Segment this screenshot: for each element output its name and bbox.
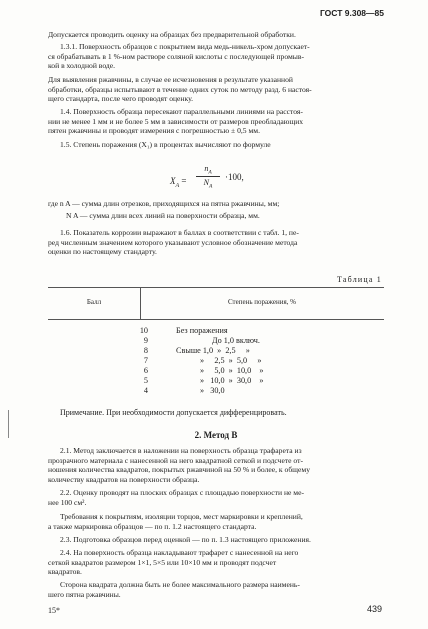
formula-numerator-symbol: n [204, 164, 209, 173]
text-line: Для выявления ржавчины, в случае ее исчезновения в результате указанной [48, 75, 293, 84]
text-line: нее 100 см². [48, 497, 87, 507]
para-16 [48, 228, 384, 257]
table-header-rule [48, 319, 384, 320]
section-title: 2. Метод В [194, 430, 238, 440]
definition-nA: где n A — сумма длин отрезков, приходящихся на пятна ржавчины, мм; [48, 199, 280, 208]
formula-lhs: $X_A$ = [170, 176, 187, 189]
table-cell-degree: Свыше 1,0 » 2,5 » [176, 346, 250, 355]
definition-NA: N A — сумма длин всех линий на поверхности образца, мм. [66, 210, 260, 220]
text-line: щего стандарта, после чего проводят оценку. [48, 94, 194, 104]
text-line: кой в холодной воде. [48, 61, 116, 71]
text-line: обработки, образцы испытывают в течение одних суток по методу разд. 6 настоя- [48, 84, 312, 94]
table-cell-ball: 6 [143, 366, 148, 375]
margin-mark [8, 410, 9, 438]
text-line: 1.3.1. Поверхность образцов с покрытием вида медь-никель-хром допускает- [60, 42, 310, 51]
table-top-rule [48, 287, 384, 288]
text-line: ред численным значением которого указывают условное обозначение метода [48, 237, 298, 247]
table-header-ball: Балл [86, 298, 102, 306]
text-line: 2.4. На поверхность образца накладывают трафарет с нанесенной на него [60, 548, 299, 557]
table-cell-ball: 8 [143, 346, 148, 355]
formula-multiplier: ·100, [225, 172, 244, 182]
table-cell-degree: » 30,0 [200, 386, 225, 395]
table-cell-degree: До 1,0 включ. [212, 336, 260, 345]
text-line: количеству квадратов на поверхности образца. [48, 474, 200, 484]
para-21 [48, 446, 384, 484]
text-line: Допускается проводить оценку на образцах без предварительной обработки. [48, 30, 296, 39]
text-line: 1.5. Степень поражения (X₁) в процентах вычисляют по формуле [60, 140, 271, 149]
para-23 [48, 535, 384, 545]
formula-denominator-symbol: N [203, 178, 209, 187]
text-line: ношения количества квадратов, покрытых ржавчиной на 50 % и более, к общему [48, 465, 310, 475]
text-line: 1.4. Поверхность образца пересекают параллельными линиями на расстоя- [60, 107, 303, 116]
definitions [48, 199, 384, 220]
table-cell-ball: 5 [143, 376, 148, 385]
text-line: Сторона квадрата должна быть не более максимального размера наимень- [60, 580, 300, 589]
table-caption: Таблица 1 [336, 275, 382, 284]
table-cell-ball: 4 [143, 386, 148, 395]
text-line: оценки по настоящему стандарту. [48, 247, 157, 257]
standard-header: ГОСТ 9.308—85 [319, 8, 384, 18]
formula-lhs-symbol: X [170, 176, 176, 186]
table-cell-ball: 7 [143, 356, 148, 365]
para-24 [48, 548, 384, 577]
text-line: квадратов. [48, 567, 82, 577]
para-requirements [48, 512, 384, 531]
para-15 [48, 140, 384, 150]
text-line: 2.2. Оценку проводят на плоских образцах с площадью поверхности не ме- [60, 488, 304, 497]
para-14 [48, 107, 384, 136]
text-line: пятен ржавчины и проводят измерения с погрешностью ± 0,5 мм. [48, 126, 260, 136]
formula-lhs-sub: A [175, 182, 180, 189]
para-22 [48, 488, 384, 507]
text-line: 1.6. Показатель коррозии выражают в баллах в соответствии с табл. 1, пе- [60, 228, 299, 237]
formula-numerator [196, 164, 220, 176]
text-line: сеткой квадратов размером 1×1, 5×5 или 10×10 мм и проводят подсчет [48, 557, 277, 567]
text-line: 2.3. Подготовка образцов перед оценкой — по п. 1.3 настоящего приложения. [60, 535, 311, 544]
text-line: прозрачного материала с нанесенной на него квадратной сеткой и подсчете от- [48, 455, 303, 465]
fraction-bar [196, 176, 220, 177]
footer-left: 15* [48, 606, 60, 615]
para-square-side [48, 580, 384, 599]
table-cell-degree: Без поражения [176, 326, 228, 335]
text-line: 2.1. Метод заключается в наложении на поверхность образца трафарета из [60, 446, 302, 455]
formula-denominator-sub: A [208, 183, 213, 190]
table-note: Примечание. При необходимости допускается дифференцировать. [60, 408, 287, 417]
para-131 [48, 42, 384, 71]
table-header-degree: Степень поражения, % [227, 298, 297, 306]
text-line: нии не менее 1 мм и не более 5 мм в зависимости от размеров преобладающих [48, 116, 304, 126]
table-cell-ball: 9 [143, 336, 148, 345]
text-line: шего пятна ржавчины. [48, 589, 121, 599]
table-cell-ball: 10 [139, 326, 148, 335]
formula-denominator [196, 178, 220, 190]
formula-numerator-sub: A [208, 169, 212, 176]
text-line: ся обрабатывать в 1 %-ном растворе соляной кислоты с последующей промыв- [48, 51, 304, 61]
table-cell-degree: » 5,0 » 10,0 » [200, 366, 264, 375]
para-intro [48, 30, 384, 40]
text-line: Требования к покрытиям, изоляции торцов, мест маркировки и креплений, [60, 512, 303, 521]
para-rust [48, 75, 384, 104]
page-number: 439 [366, 604, 382, 614]
table-cell-degree: » 2,5 » 5,0 » [200, 356, 262, 365]
table-cell-degree: » 10,0 » 30,0 » [200, 376, 264, 385]
text-line: а также маркировка образцов — по п. 1.2 настоящего стандарта. [48, 521, 257, 531]
